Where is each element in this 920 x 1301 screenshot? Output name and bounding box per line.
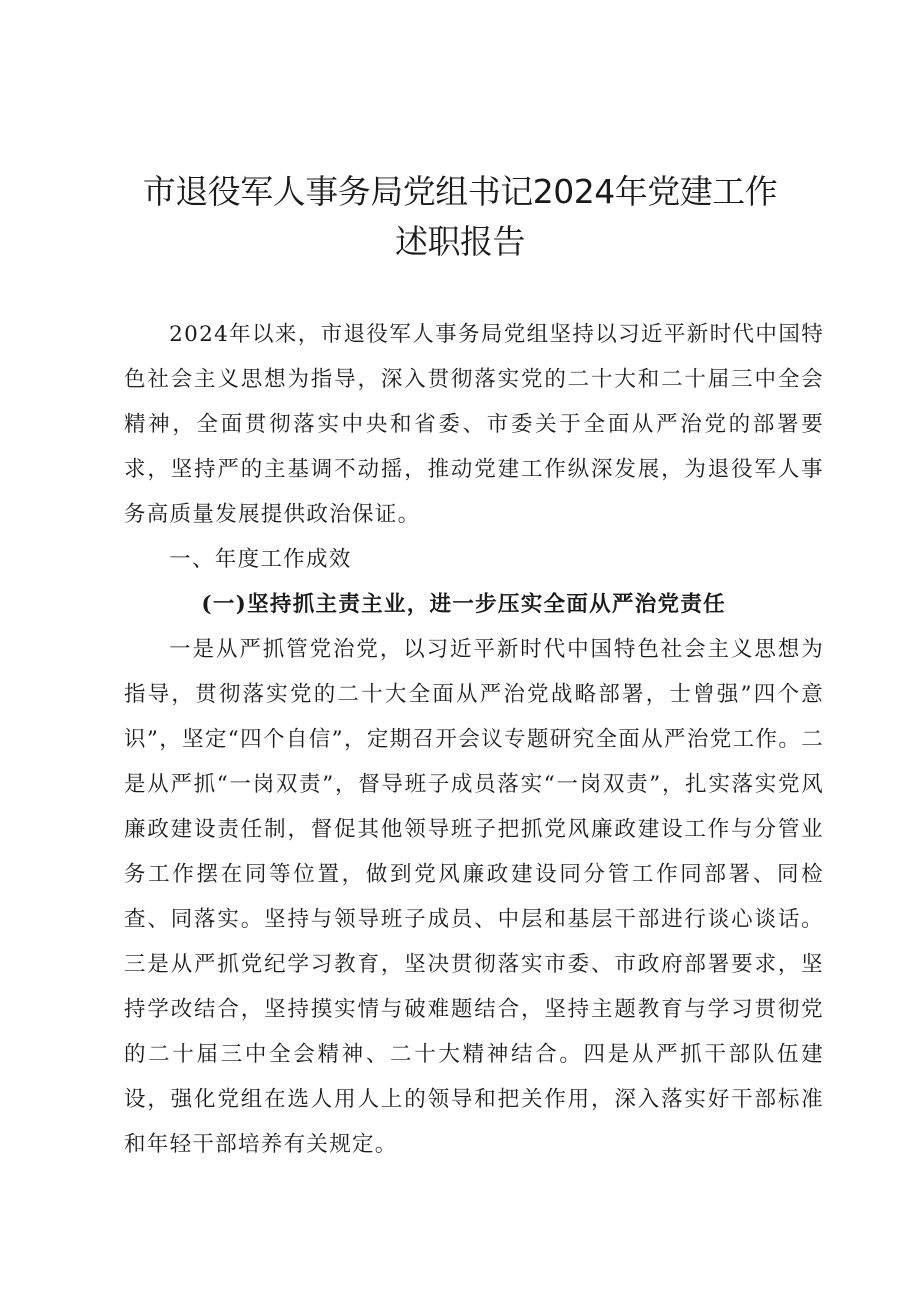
subsection-heading-1: (一)坚持抓主责主业，进一步压实全面从严治党责任: [201, 592, 726, 617]
document-title-line-2: 述职报告: [395, 222, 525, 261]
intro-paragraph: 2024年以来，市退役军人事务局党组坚持以习近平新时代中国特色社会主义思想为指导，深入贯彻落实党的二十大和二十届三中全会精神，全面贯彻落实中央和省委、市委关于全面从严治党的部署要求，坚持严的主基调不动摇，推动党建工作纵深发展，为退役军人事务高质量发展提供政治保证。: [124, 322, 824, 527]
document-title-line-1: 市退役军人事务局党组书记2024年党建工作: [142, 172, 778, 211]
subsection-paragraph-1: 一是从严抓管党治党，以习近平新时代中国特色社会主义思想为指导，贯彻落实党的二十大全面从严治党战略部署，士曾强”四个意识”，坚定“四个自信”，定期召开会议专题研究全面从严治党工作。二是从严抓“一岗双责”，督导班子成员落实“一岗双责”，扎实落实党风廉政建设责任制，督促其他领导班子把抓党风廉政建设工作与分管业务工作摆在同等位置，做到党风廉政建设同分管工作同部署、同检查、同落实。坚持与领导班子成员、中层和基层干部进行谈心谈话。三是从严抓党纪学习教育，坚决贯彻落实市委、市政府部署要求，坚持学改结合，坚持摸实情与破难题结合，坚持主题教育与学习贯彻党的二十届三中全会精神、二十大精神结合。四是从严抓干部队伍建设，强化党组在选人用人上的领导和把关作用，深入落实好干部标准和年轻干部培养有关规定。: [124, 637, 824, 1157]
document-body: [124, 312, 824, 1167]
section-heading-1: 一、年度工作成效: [169, 547, 352, 572]
